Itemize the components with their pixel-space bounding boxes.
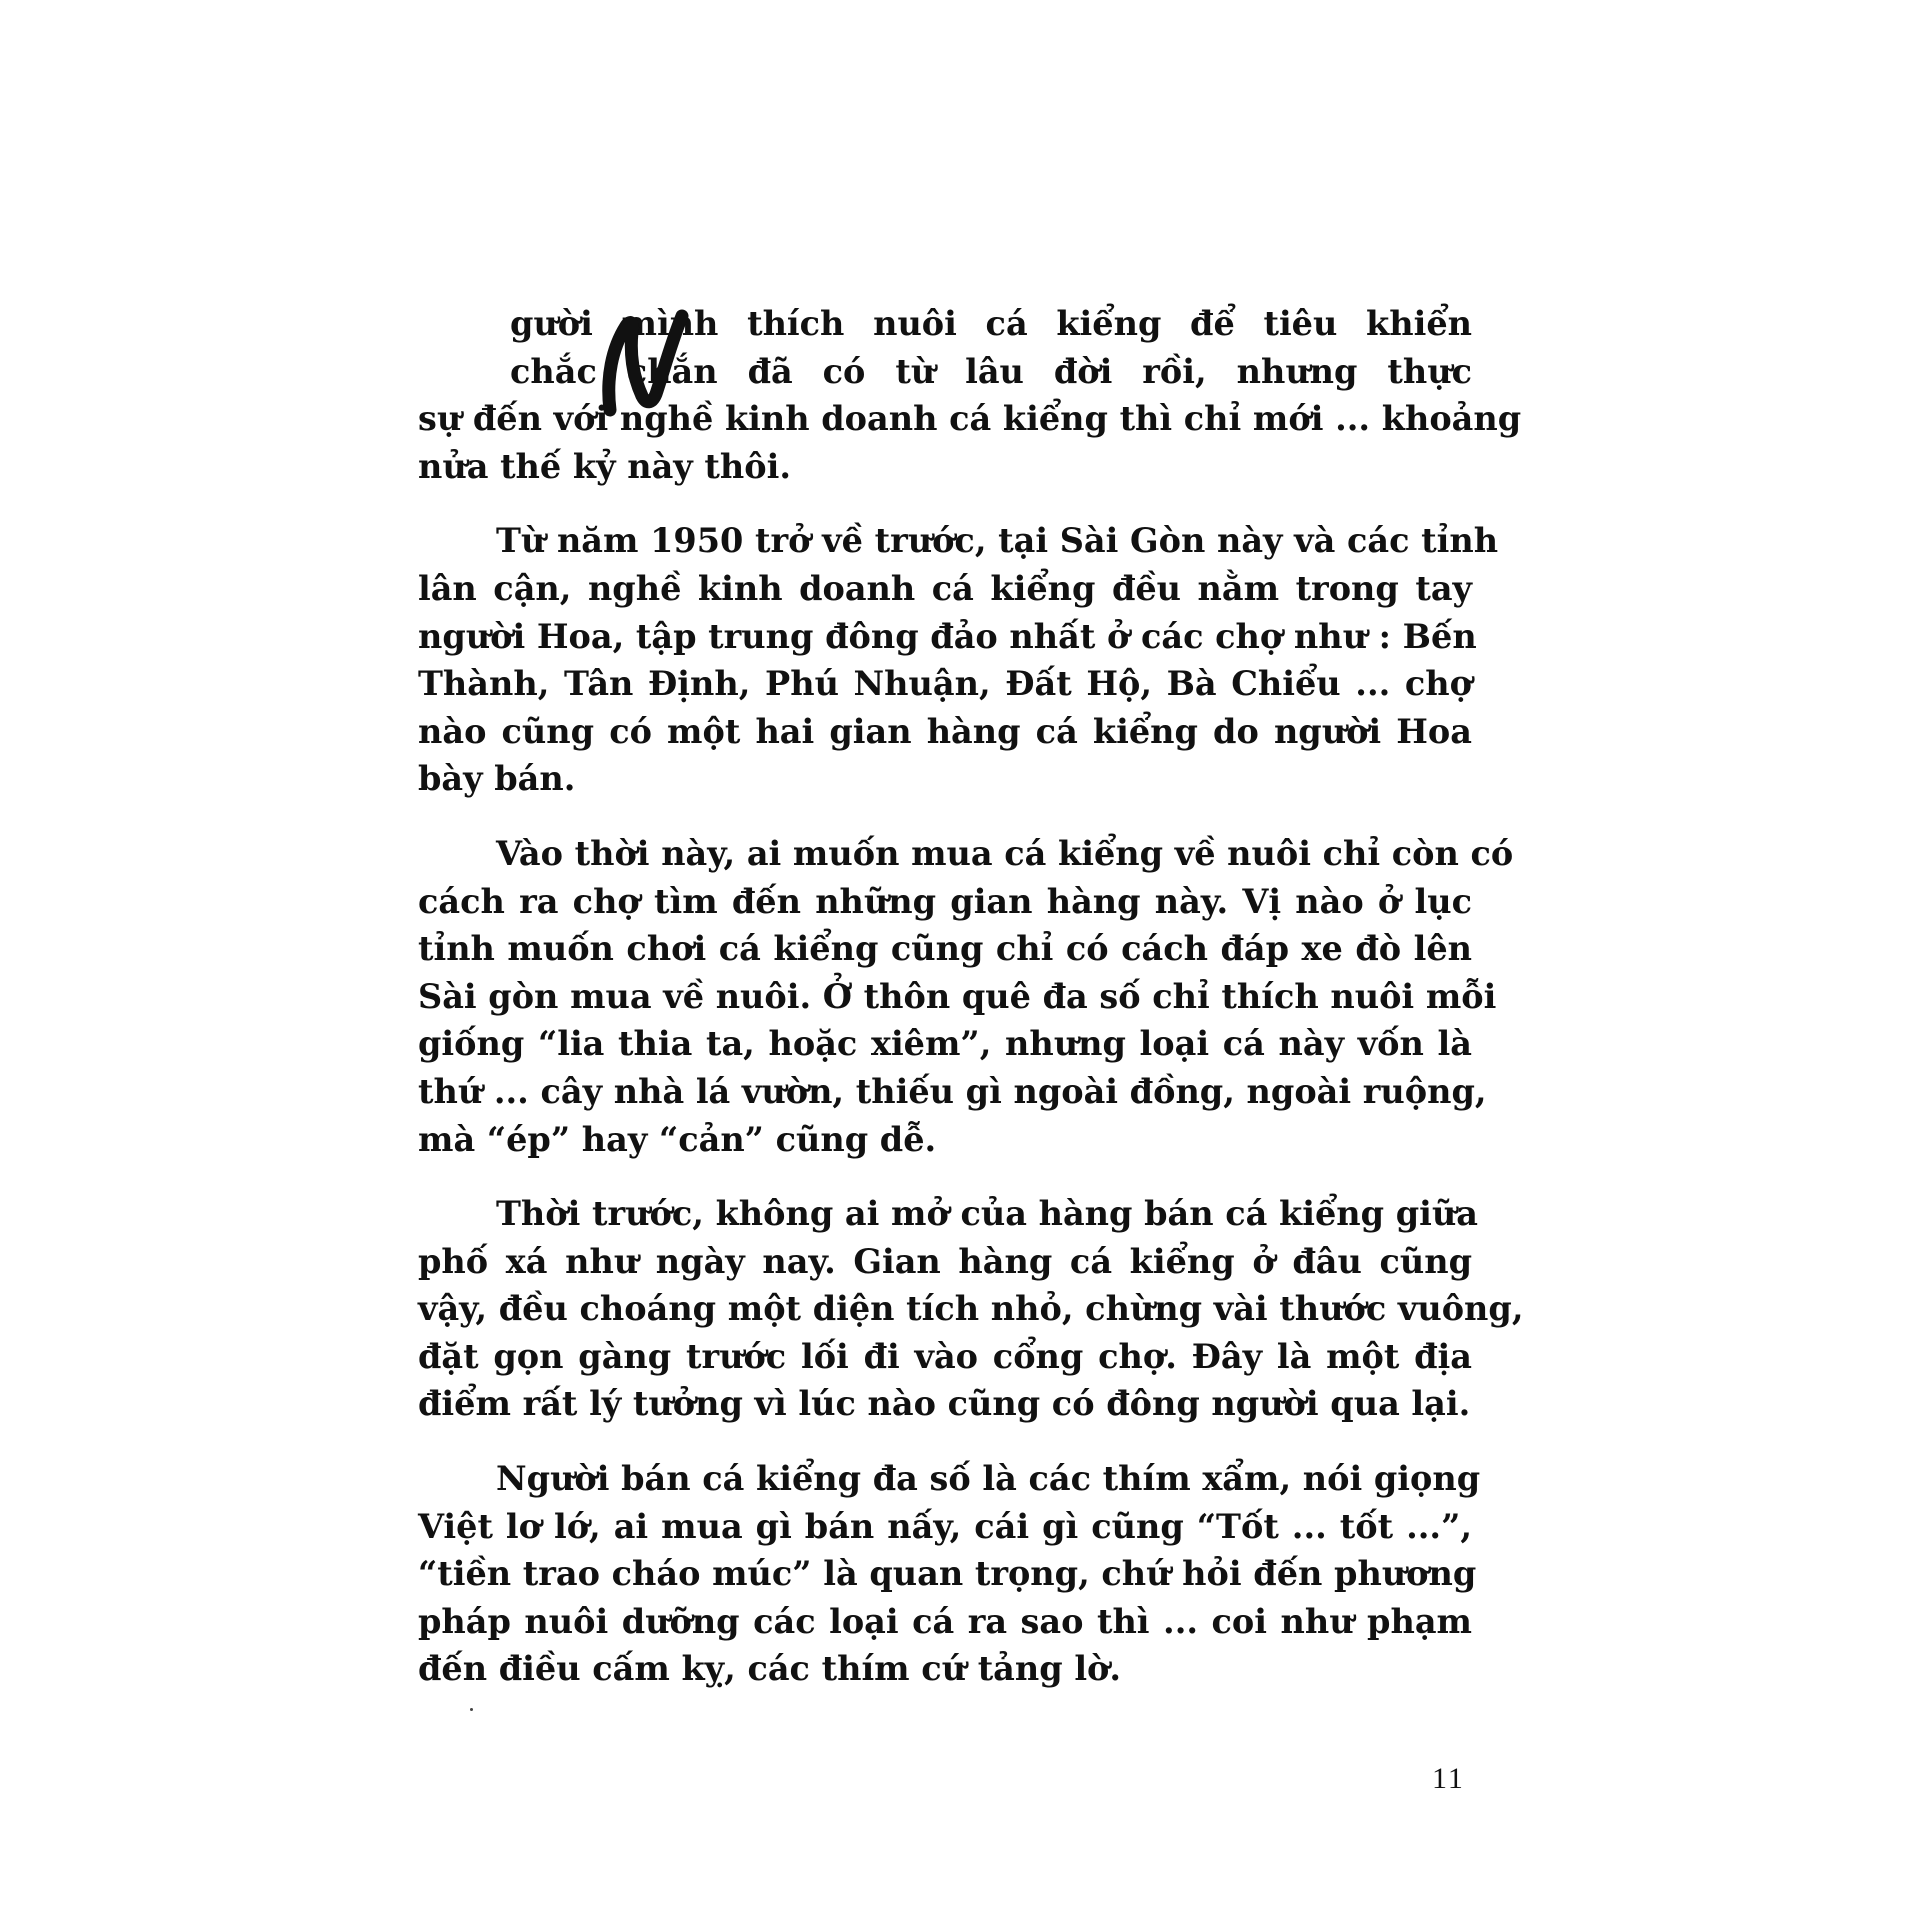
body-text	[418, 300, 1524, 1720]
paragraph-2	[418, 517, 1499, 803]
paragraph-5-line: pháp nuôi dưỡng các loại cá ra sao thì ... coi như phạm	[418, 1601, 1472, 1641]
page-number: 11	[1432, 1762, 1465, 1795]
paragraph-1-line: sự đến với nghề kinh doanh cá kiểng thì chỉ mới ... khoảng	[418, 399, 1522, 439]
paragraph-4-line: vậy, đều choáng một diện tích nhỏ, chừng vài thước vuông,	[418, 1289, 1524, 1329]
paragraph-5-line: Việt lơ lớ, ai mua gì bán nấy, cái gì cũng “Tốt ... tốt ...”,	[418, 1506, 1472, 1546]
paragraph-2-line: nào cũng có một hai gian hàng cá kiểng do người Hoa	[418, 711, 1472, 751]
paragraph-4-line: điểm rất lý tưởng vì lúc nào cũng có đông người qua lại.	[418, 1384, 1471, 1424]
paragraph-2-line: Thành, Tân Định, Phú Nhuận, Đất Hộ, Bà Chiểu ... chợ	[418, 664, 1472, 704]
paragraph-5-line: “tiền trao cháo múc” là quan trọng, chứ hỏi đến phương	[418, 1554, 1477, 1594]
paragraph-3-line: cách ra chợ tìm đến những gian hàng này. Vị nào ở lục	[418, 881, 1472, 921]
paragraph-3-line: Sài gòn mua về nuôi. Ở thôn quê đa số chỉ thích nuôi mỗi	[418, 976, 1497, 1016]
paragraph-1-line: nửa thế kỷ này thôi.	[418, 446, 791, 486]
paragraph-4	[418, 1190, 1524, 1428]
paragraph-4-line: Thời trước, không ai mở của hàng bán cá kiểng giữa	[496, 1194, 1478, 1234]
scan-speck	[470, 1708, 473, 1711]
paragraph-2-line: lân cận, nghề kinh doanh cá kiểng đều nằm trong tay	[418, 568, 1472, 608]
paragraph-5	[418, 1455, 1481, 1693]
paragraph-3-line: mà “ép” hay “cản” cũng dễ.	[418, 1119, 937, 1159]
dropcap-n	[596, 308, 691, 418]
paragraph-1-line: chắc chắn đã có từ lâu đời rồi, nhưng thực	[510, 351, 1472, 391]
paragraph-1	[418, 300, 1522, 490]
paragraph-2-line: bày bán.	[418, 759, 576, 799]
paragraph-4-line: phố xá như ngày nay. Gian hàng cá kiểng ở đâu cũng	[418, 1241, 1472, 1281]
paragraph-5-line: Người bán cá kiểng đa số là các thím xẩm, nói giọng	[496, 1459, 1481, 1499]
paragraph-1-line: gười mình thích nuôi cá kiểng để tiêu khiển	[510, 304, 1472, 343]
paragraph-5-line: đến điều cấm kỵ, các thím cứ tảng lờ.	[418, 1649, 1122, 1689]
paragraph-3-line: tỉnh muốn chơi cá kiểng cũng chỉ có cách đáp xe đò lên	[418, 929, 1472, 969]
paragraph-3-line: Vào thời này, ai muốn mua cá kiểng về nuôi chỉ còn có	[496, 833, 1514, 873]
paragraph-3-line: giống “lia thia ta, hoặc xiêm”, nhưng loại cá này vốn là	[418, 1024, 1472, 1064]
paragraph-3	[418, 830, 1514, 1163]
paragraph-2-line: người Hoa, tập trung đông đảo nhất ở các chợ như : Bến	[418, 616, 1477, 656]
paragraph-3-line: thứ ... cây nhà lá vườn, thiếu gì ngoài đồng, ngoài ruộng,	[418, 1071, 1487, 1111]
paragraph-4-line: đặt gọn gàng trước lối đi vào cổng chợ. Đây là một địa	[418, 1336, 1472, 1376]
paragraph-2-line: Từ năm 1950 trở về trước, tại Sài Gòn này và các tỉnh	[496, 521, 1499, 561]
